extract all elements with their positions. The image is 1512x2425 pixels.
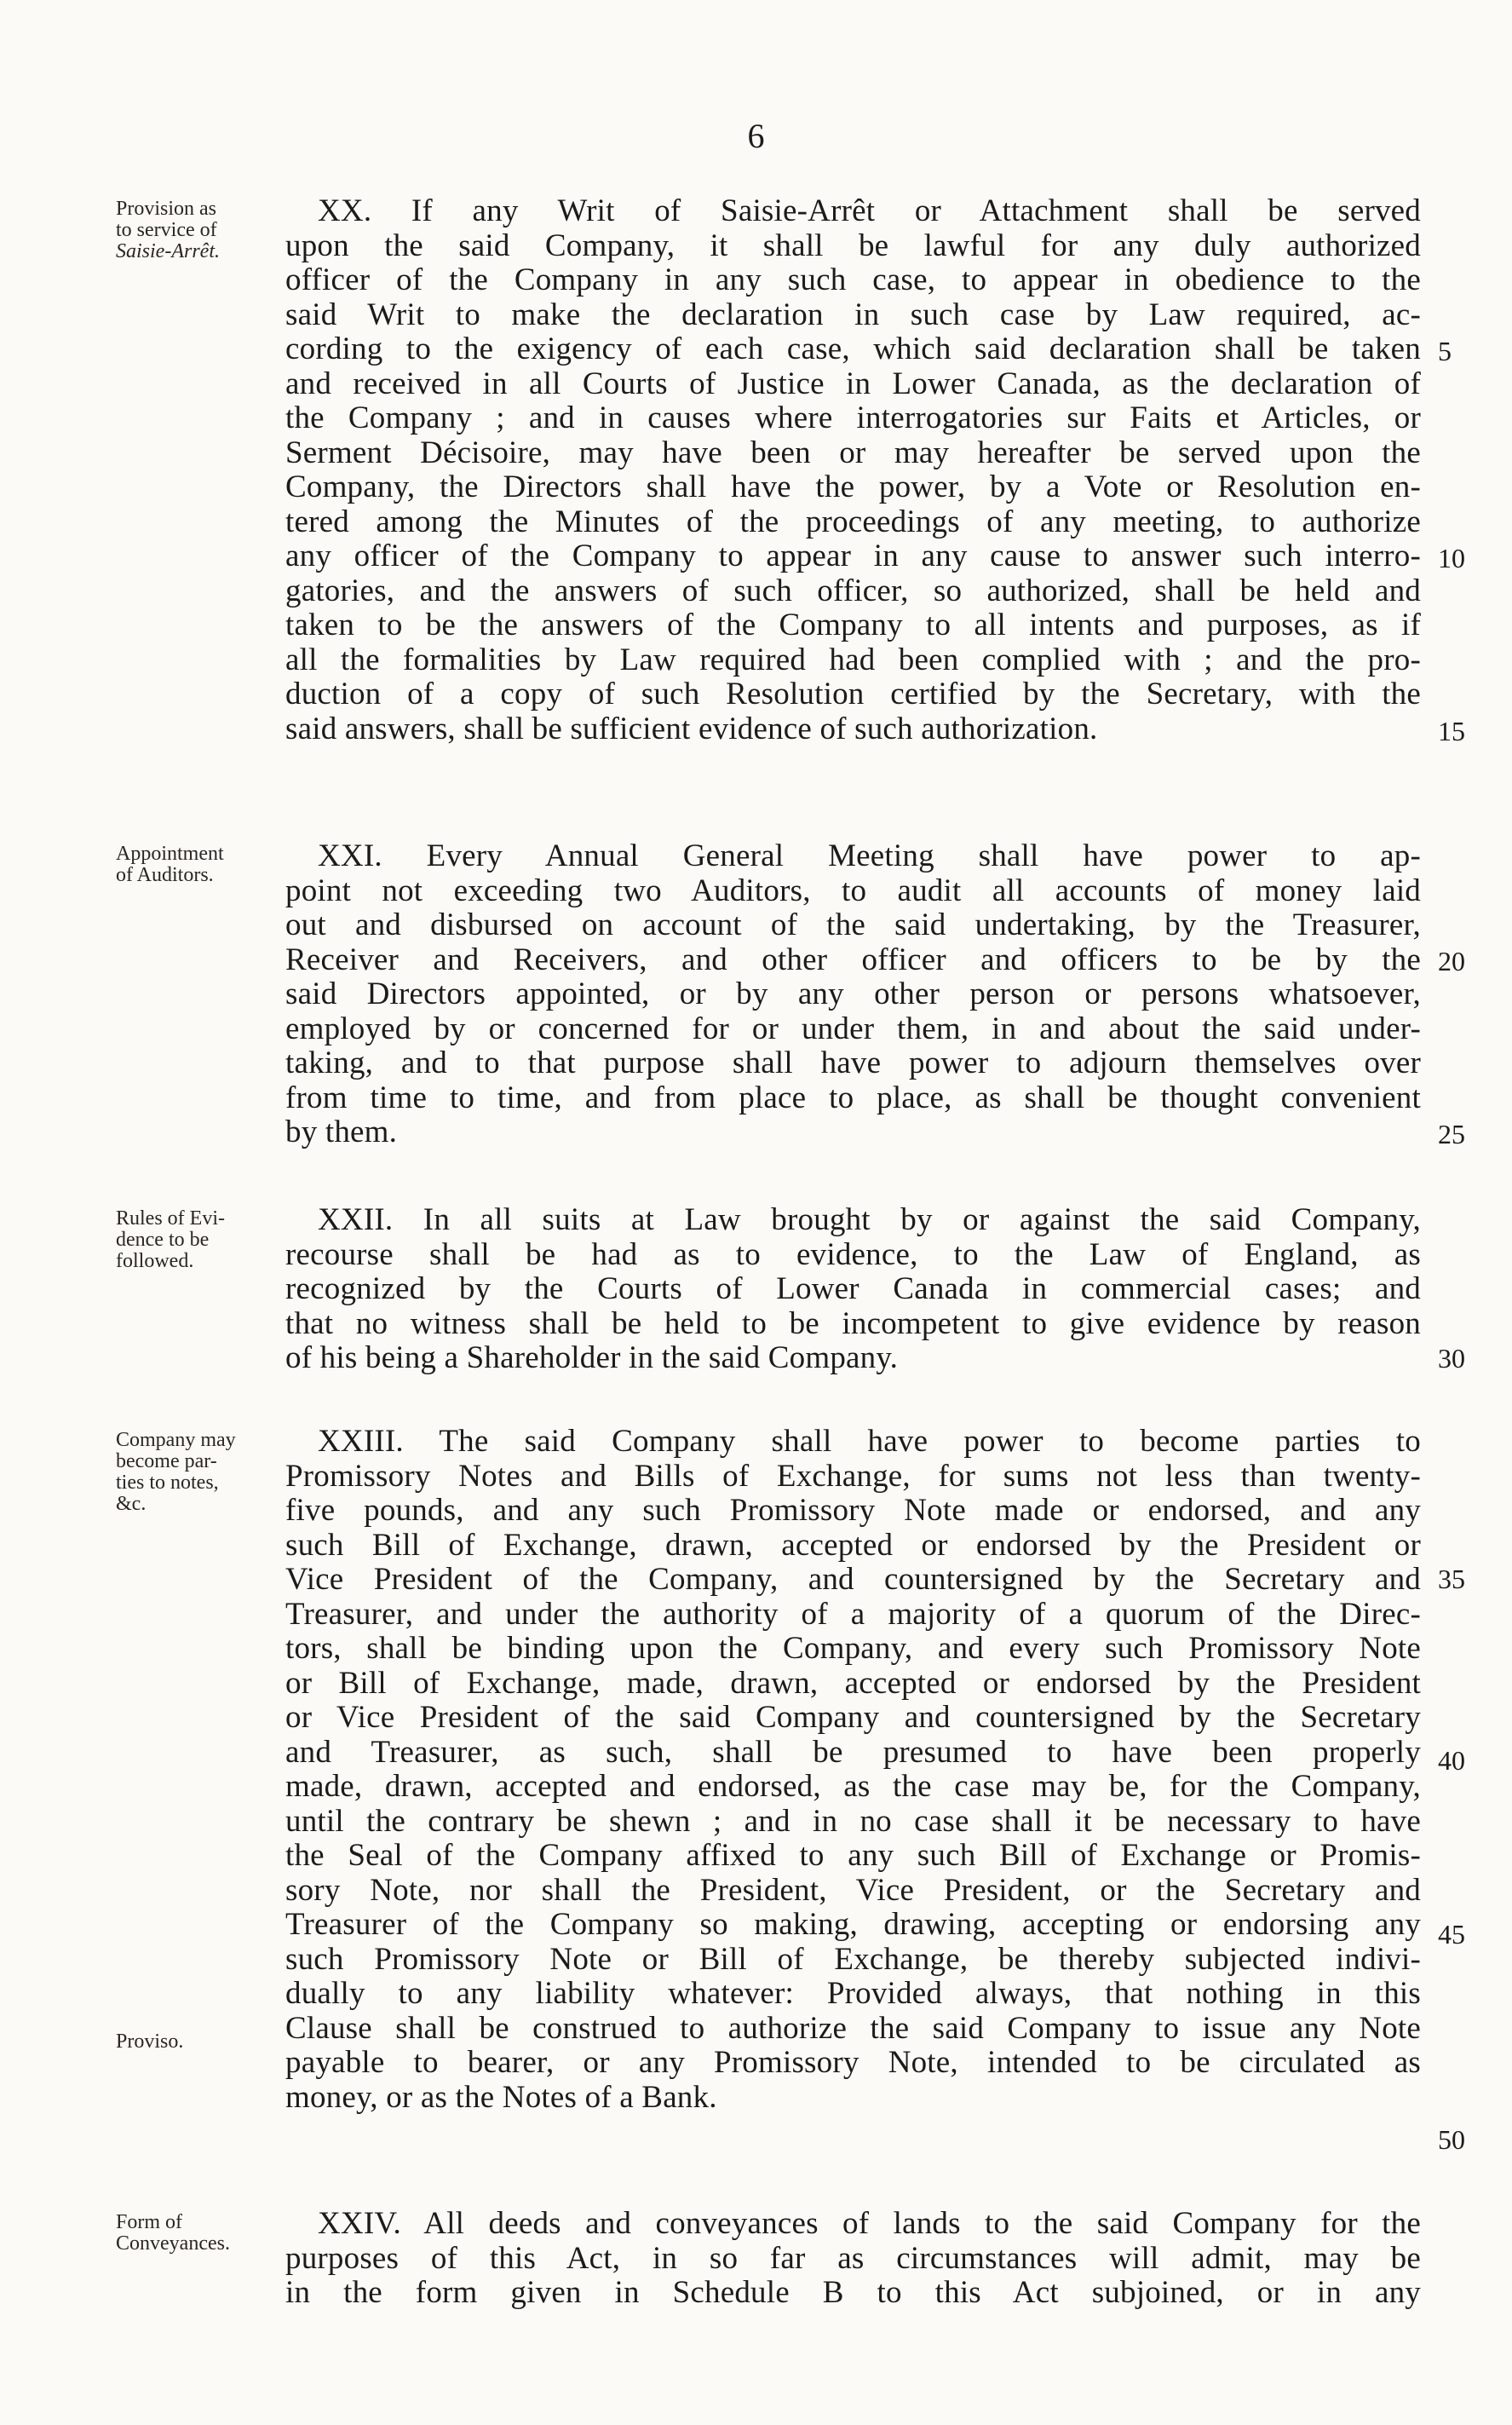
text-line: Receiver and Receivers, and other officer and officers to be by the — [285, 942, 1421, 977]
text-line: the Seal of the Company affixed to any such Bill of Exchange or Promis- — [285, 1838, 1421, 1873]
line-number: 45 — [1438, 1919, 1465, 1950]
text-line: tors, shall be binding upon the Company, and every such Promissory Note — [285, 1631, 1421, 1666]
text-line: Promissory Notes and Bills of Exchange, for sums not less than twenty- — [285, 1458, 1421, 1494]
text-line: Serment Décisoire, may have been or may hereafter be served upon the — [285, 435, 1421, 470]
text-line: money, or as the Notes of a Bank. — [285, 2079, 717, 2115]
text-line: such Bill of Exchange, drawn, accepted or endorsed by the President or — [285, 1527, 1421, 1563]
margin-note-line: &c. — [116, 1493, 147, 1515]
text-line: in the form given in Schedule B to this Act subjoined, or in any — [285, 2275, 1421, 2310]
text-line: Company, the Directors shall have the power, by a Vote or Resolution en- — [285, 469, 1421, 504]
text-line: gatories, and the answers of such officer, so authorized, shall be held and — [285, 573, 1421, 608]
text-line: any officer of the Company to appear in any cause to answer such interro- — [285, 539, 1421, 573]
margin-note-line: Rules of Evi- — [116, 1207, 225, 1230]
text-line: Treasurer, and under the authority of a majority of a quorum of the Direc- — [285, 1596, 1421, 1632]
text-line: from time to time, and from place to place, as shall be thought convenient — [285, 1080, 1421, 1115]
page-number: 6 — [747, 117, 765, 155]
paragraph — [285, 194, 1421, 746]
margin-note-line: followed. — [116, 1250, 194, 1272]
text-line: cording to the exigency of each case, which said declaration shall be taken — [285, 331, 1421, 366]
text-line: XXIV. All deeds and conveyances of lands to the said Company for the — [318, 2206, 1421, 2241]
text-line: such Promissory Note or Bill of Exchange, be thereby subjected indivi- — [285, 1941, 1421, 1977]
text-line: five pounds, and any such Promissory Note made or endorsed, and any — [285, 1493, 1421, 1528]
text-line: XX. If any Writ of Saisie-Arrêt or Attachment shall be served — [318, 193, 1421, 228]
paragraph — [285, 1425, 1421, 2115]
margin-note-line: Conveyances. — [116, 2232, 230, 2255]
text-line: sory Note, nor shall the President, Vice President, or the Secretary and — [285, 1872, 1421, 1908]
margin-note-line: Appointment — [116, 843, 224, 865]
margin-note — [116, 1208, 308, 1272]
text-line: by them. — [285, 1115, 398, 1149]
text-line: Vice President of the Company, and countersigned by the Secretary and — [285, 1562, 1421, 1597]
margin-note — [116, 844, 308, 886]
line-number: 25 — [1438, 1119, 1465, 1149]
text-line: upon the said Company, it shall be lawful for any duly authorized — [285, 228, 1421, 263]
margin-note — [116, 1430, 308, 1515]
margin-note-line: Company may — [116, 1429, 236, 1451]
text-line: tered among the Minutes of the proceedings of any meeting, to authorize — [285, 504, 1421, 539]
margin-note-line: Form of — [116, 2211, 182, 2233]
text-line: made, drawn, accepted and endorsed, as the case may be, for the Company, — [285, 1769, 1421, 1804]
text-line: taking, and to that purpose shall have power to adjourn themselves over — [285, 1045, 1421, 1080]
margin-note-line: ties to notes, — [116, 1472, 219, 1494]
margin-note-line: Saisie-Arrêt. — [116, 240, 220, 262]
margin-note-line: to service of — [116, 219, 217, 241]
paragraph — [285, 1203, 1421, 1376]
paragraph — [285, 2207, 1421, 2311]
line-number: 35 — [1438, 1564, 1465, 1594]
text-line: all the formalities by Law required had been complied with ; and the pro- — [285, 642, 1421, 677]
text-line: and received in all Courts of Justice in Lower Canada, as the declaration of — [285, 366, 1421, 401]
text-line: until the contrary be shewn ; and in no case shall it be necessary to have — [285, 1803, 1421, 1839]
text-line: duction of a copy of such Resolution certified by the Secretary, with the — [285, 677, 1421, 711]
text-line: recognized by the Courts of Lower Canada in commercial cases; and — [285, 1271, 1421, 1306]
text-line: employed by or concerned for or under them, in and about the said under- — [285, 1011, 1421, 1046]
text-line: point not exceeding two Auditors, to audit all accounts of money laid — [285, 873, 1421, 908]
text-line: purposes of this Act, in so far as circumstances will admit, may be — [285, 2240, 1421, 2276]
text-line: Clause shall be construed to authorize the said Company to issue any Note — [285, 2010, 1421, 2046]
line-number: 10 — [1438, 543, 1465, 573]
margin-note-line: become par- — [116, 1450, 217, 1472]
text-line: taken to be the answers of the Company to all intents and purposes, as if — [285, 608, 1421, 642]
margin-note — [116, 2212, 308, 2255]
text-line: of his being a Shareholder in the said Company. — [285, 1340, 899, 1375]
text-line: payable to bearer, or any Promissory Note, intended to be circulated as — [285, 2045, 1421, 2080]
text-line: out and disbursed on account of the said undertaking, by the Treasurer, — [285, 907, 1421, 942]
text-line: XXIII. The said Company shall have power to become parties to — [318, 1424, 1421, 1459]
margin-note — [116, 199, 308, 262]
text-line: the Company ; and in causes where interrogatories sur Faits et Articles, or — [285, 400, 1421, 435]
text-line: recourse shall be had as to evidence, to the Law of England, as — [285, 1236, 1421, 1272]
line-number: 15 — [1438, 716, 1465, 746]
text-line: said answers, shall be sufficient evidence of such authorization. — [285, 711, 1098, 746]
text-line: or Vice President of the said Company and countersigned by the Secretary — [285, 1700, 1421, 1735]
text-line: and Treasurer, as such, shall be presumed to have been properly — [285, 1734, 1421, 1770]
text-line: dually to any liability whatever: Provided always, that nothing in this — [285, 1976, 1421, 2011]
text-line: Treasurer of the Company so making, drawing, accepting or endorsing any — [285, 1907, 1421, 1942]
line-number: 5 — [1438, 336, 1452, 366]
line-number: 30 — [1438, 1343, 1465, 1374]
line-number: 20 — [1438, 946, 1465, 976]
line-number: 40 — [1438, 1745, 1465, 1776]
text-line: said Writ to make the declaration in such case by Law required, ac- — [285, 297, 1421, 332]
margin-note-line: Provision as — [116, 198, 217, 220]
text-line: said Directors appointed, or by any other person or persons whatsoever, — [285, 976, 1421, 1011]
proviso-note: Proviso. — [116, 2030, 184, 2053]
text-line: officer of the Company in any such case, to appear in obedience to the — [285, 262, 1421, 297]
paragraph — [285, 839, 1421, 1150]
margin-note-line: of Auditors. — [116, 864, 214, 886]
text-line: XXI. Every Annual General Meeting shall have power to ap- — [318, 838, 1421, 873]
text-line: or Bill of Exchange, made, drawn, accepted or endorsed by the President — [285, 1665, 1421, 1701]
text-line: XXII. In all suits at Law brought by or against the said Company, — [318, 1202, 1421, 1237]
line-number: 50 — [1438, 2124, 1465, 2155]
margin-note-line: dence to be — [116, 1229, 210, 1251]
text-line: that no witness shall be held to be incompetent to give evidence by reason — [285, 1305, 1421, 1341]
